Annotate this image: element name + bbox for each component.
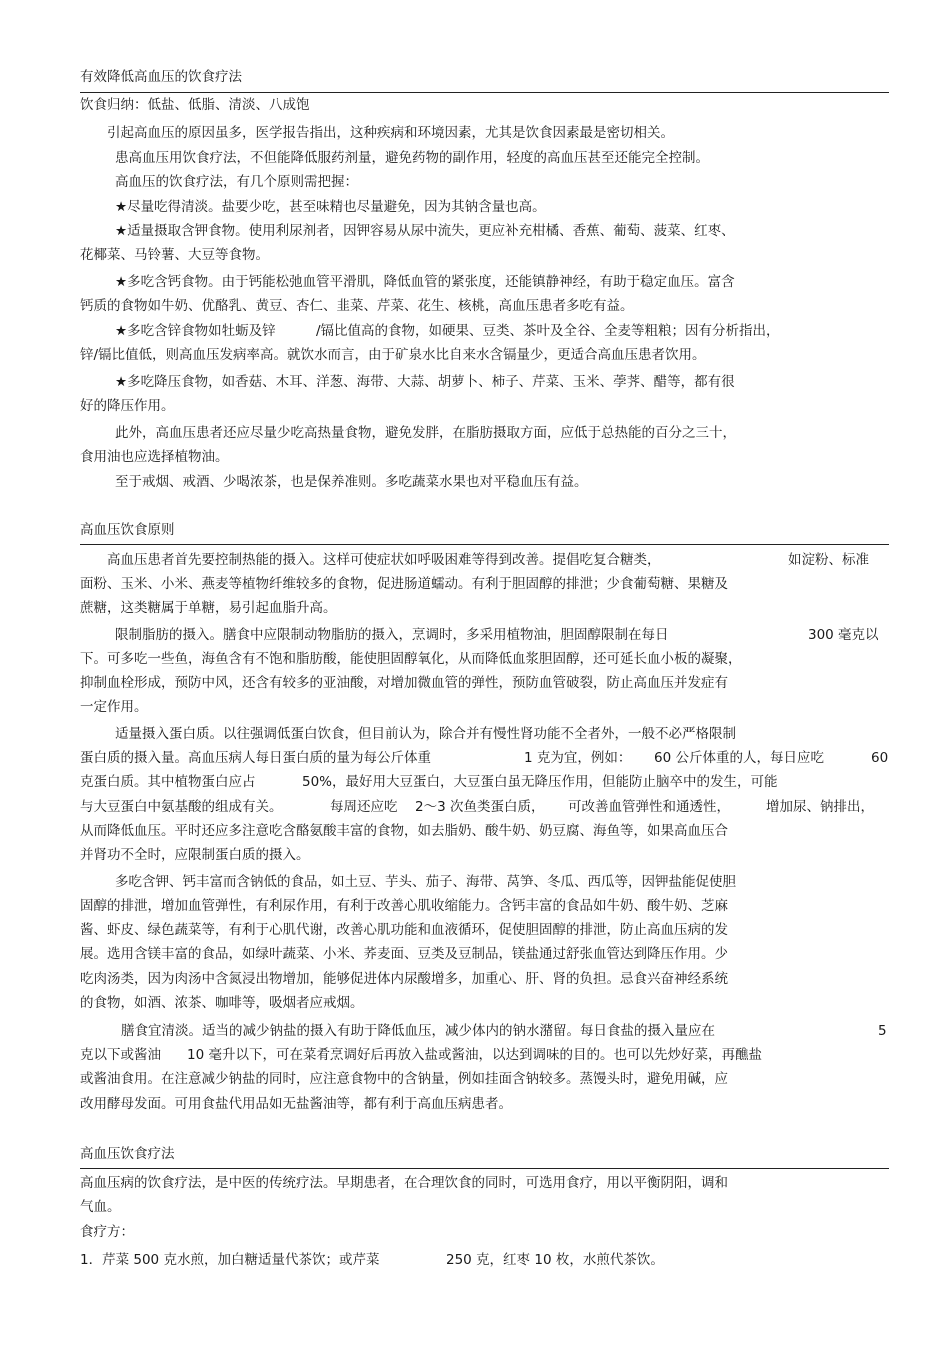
paragraph-cont: 或酱油食用。在注意减少钠盐的同时，应注意食物中的含钠量，例如挂面含钠较多。蒸馒头时，避免用碱，应: [80, 1071, 728, 1087]
recipe-item: 250 克，红枣 10 枚，水煎代茶饮。: [446, 1252, 664, 1268]
paragraph: 适量摄入蛋白质。以往强调低蛋白饮食，但目前认为，除合并有慢性肾功能不全者外，一般不必严格限制: [115, 726, 736, 742]
paragraph: 膳食宜清淡。适当的减少钠盐的摄入有助于降低血压，减少体内的钠水潴留。每日食盐的摄入量应在: [121, 1023, 715, 1039]
paragraph-cont: 吃肉汤类，因为肉汤中含氮浸出物增加，能够促进体内尿酸增多，加重心、肝、肾的负担。忌食兴奋神经系统: [80, 971, 728, 987]
paragraph-cont: 从而降低血压。平时还应多注意吃含酪氨酸丰富的食物，如去脂奶、酸牛奶、奶豆腐、海鱼等，如果高血压合: [80, 823, 728, 839]
paragraph-cont: 蛋白质的摄入量。高血压病人每日蛋白质的量为每公斤体重: [80, 750, 431, 766]
bullet-item-cont: 好的降压作用。: [80, 398, 175, 414]
paragraph-cont: 10 毫升以下，可在菜肴烹调好后再放入盐或酱油，以达到调味的目的。也可以先炒好菜，再醮盐: [187, 1047, 762, 1063]
paragraph: 患高血压用饮食疗法，不但能降低服药剂量，避免药物的副作用，轻度的高血压甚至还能完全控制。: [115, 150, 709, 166]
paragraph: 引起高血压的原因虽多，医学报告指出，这种疾病和环境因素，尤其是饮食因素最是密切相关。: [107, 125, 674, 141]
diet-summary: 饮食归纳：低盐、低脂、清淡、八成饱: [80, 97, 310, 113]
recipe-label: 食疗方：: [80, 1224, 134, 1240]
paragraph-cont: 60 公斤体重的人，每日应吃: [654, 750, 824, 766]
paragraph: 如淀粉、标准: [788, 552, 869, 568]
section-heading-2: 高血压饮食原则: [80, 522, 175, 538]
section-heading-1: 有效降低高血压的饮食疗法: [80, 69, 242, 85]
paragraph: 至于戒烟、戒酒、少喝浓茶，也是保养准则。多吃蔬菜水果也对平稳血压有益。: [115, 474, 588, 490]
paragraph-cont: 可改善血管弹性和通透性，: [568, 799, 730, 815]
paragraph-cont: 每周还应吃: [330, 799, 398, 815]
heading-rule-2: [80, 544, 889, 545]
paragraph-cont: 与大豆蛋白中氨基酸的组成有关。: [80, 799, 283, 815]
heading-rule-3: [80, 1168, 889, 1169]
paragraph: 限制脂肪的摄入。膳食中应限制动物脂肪的摄入，烹调时，多采用植物油，胆固醇限制在每日: [115, 627, 669, 643]
paragraph: 5: [878, 1023, 887, 1039]
paragraph-cont: 1 克为宜，例如：: [524, 750, 632, 766]
paragraph-cont: 一定作用。: [80, 699, 148, 715]
bullet-item: ★多吃含钙食物。由于钙能松弛血管平滑肌，降低血管的紧张度，还能镇静神经，有助于稳定血压。富含: [115, 274, 735, 290]
paragraph-cont: 并肾功不全时，应限制蛋白质的摄入。: [80, 847, 310, 863]
paragraph-cont: 改用酵母发面。可用食盐代用品如无盐酱油等，都有利于高血压病患者。: [80, 1096, 512, 1112]
paragraph: 300 毫克以: [808, 627, 879, 643]
paragraph-cont: 克蛋白质。其中植物蛋白应占: [80, 774, 256, 790]
paragraph-cont: 抑制血栓形成，预防中风，还含有较多的亚油酸，对增加微血管的弹性，预防血管破裂，防止高血压并发症有: [80, 675, 728, 691]
bullet-item-cont: 钙质的食物如牛奶、优酪乳、黄豆、杏仁、韭菜、芹菜、花生、核桃，高血压患者多吃有益。: [80, 298, 634, 314]
paragraph: 高血压的饮食疗法，有几个原则需把握：: [115, 174, 358, 190]
paragraph-cont: 下。可多吃一些鱼，海鱼含有不饱和脂肪酸，能使胆固醇氧化，从而降低血浆胆固醇，还可延长血小板的凝聚，: [80, 651, 742, 667]
paragraph: 此外，高血压患者还应尽量少吃高热量食物，避免发胖，在脂肪摄取方面，应低于总热能的百分之三十，: [115, 425, 736, 441]
paragraph-cont: 展。选用含镁丰富的食品，如绿叶蔬菜、小米、荞麦面、豆类及豆制品，镁盐通过舒张血管达到降压作用。少: [80, 946, 728, 962]
paragraph-cont: 酱、虾皮、绿色蔬菜等，有利于心肌代谢，改善心肌功能和血液循环，促使胆固醇的排泄，防止高血压病的发: [80, 922, 728, 938]
bullet-item-cont: 花椰菜、马铃薯、大豆等食物。: [80, 247, 269, 263]
bullet-item: ★适量摄取含钾食物。使用利尿剂者，因钾容易从尿中流失，更应补充柑橘、香蕉、葡萄、菠菜、红枣、: [115, 223, 735, 239]
paragraph-cont: 60: [871, 750, 889, 766]
bullet-item: ★多吃含锌食物如牡蛎及锌: [115, 323, 276, 339]
paragraph-cont: 蔗糖，这类糖属于单糖，易引起血脂升高。: [80, 600, 337, 616]
paragraph-cont: 气血。: [80, 1199, 121, 1215]
paragraph-cont: 增加尿、钠排出，: [766, 799, 874, 815]
paragraph-cont: 面粉、玉米、小米、燕麦等植物纤维较多的食物，促进肠道蠕动。有利于胆固醇的排泄；少食葡萄糖、果糖及: [80, 576, 728, 592]
paragraph: 高血压病的饮食疗法，是中医的传统疗法。早期患者，在合理饮食的同时，可选用食疗，用以平衡阴阳，调和: [80, 1175, 728, 1191]
section-heading-3: 高血压饮食疗法: [80, 1146, 175, 1162]
paragraph-cont: 2～3 次鱼类蛋白质，: [415, 799, 545, 815]
paragraph-cont: 50%，最好用大豆蛋白，大豆蛋白虽无降压作用，但能防止脑卒中的发生，可能: [302, 774, 778, 790]
bullet-item: /镉比值高的食物，如硬果、豆类、茶叶及全谷、全麦等粗粮；因有分析指出，: [316, 323, 780, 339]
paragraph-cont: 食用油也应选择植物油。: [80, 449, 229, 465]
paragraph-cont: 克以下或酱油: [80, 1047, 161, 1063]
paragraph-cont: 的食物，如酒、浓茶、咖啡等，吸烟者应戒烟。: [80, 995, 364, 1011]
heading-rule-1: [80, 92, 889, 93]
bullet-item: ★尽量吃得清淡。盐要少吃，甚至味精也尽量避免，因为其钠含量也高。: [115, 199, 546, 215]
paragraph: 高血压患者首先要控制热能的摄入。这样可使症状如呼吸困难等得到改善。提倡吃复合糖类，: [107, 552, 661, 568]
bullet-item-cont: 锌/镉比值低，则高血压发病率高。就饮水而言，由于矿泉水比自来水含镉量少，更适合高血压患者饮用。: [80, 347, 706, 363]
recipe-item: 1．芹菜 500 克水煎，加白糖适量代茶饮；或芹菜: [80, 1252, 380, 1268]
bullet-item: ★多吃降压食物，如香菇、木耳、洋葱、海带、大蒜、胡萝卜、柿子、芹菜、玉米、荸荠、醋等，都有很: [115, 374, 735, 390]
paragraph-cont: 固醇的排泄，增加血管弹性，有利尿作用，有利于改善心肌收缩能力。含钙丰富的食品如牛奶、酸牛奶、芝麻: [80, 898, 728, 914]
paragraph: 多吃含钾、钙丰富而含钠低的食品，如土豆、芋头、茄子、海带、莴笋、冬瓜、西瓜等，因钾盐能促使胆: [115, 874, 736, 890]
